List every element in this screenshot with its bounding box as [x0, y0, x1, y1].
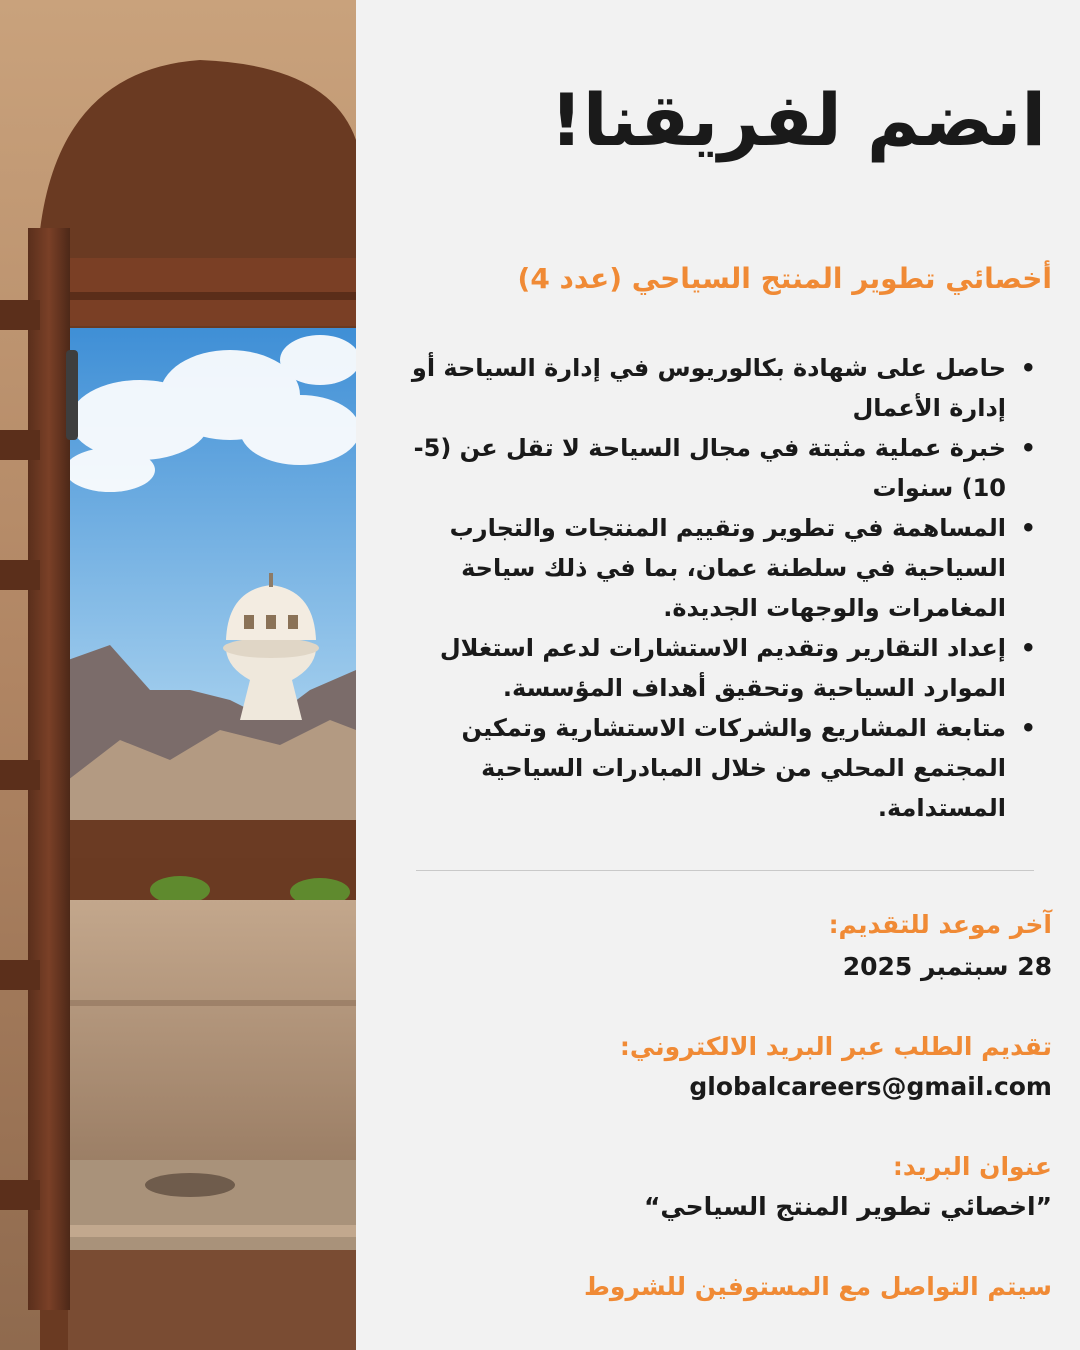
- job-ad-panel: [356, 0, 1080, 1350]
- list-item: • حاصل على شهادة بكالوريوس في إدارة السياحة أو إدارة الأعمال: [386, 348, 1006, 428]
- deadline-label: آخر موعد للتقديم:: [828, 910, 1052, 939]
- email-subject-value: ”اخصائي تطوير المنتج السياحي“: [643, 1192, 1052, 1221]
- apply-email-label: تقديم الطلب عبر البريد الالكتروني:: [619, 1032, 1052, 1061]
- contact-notice: سيتم التواصل مع المستوفين للشروط: [583, 1272, 1052, 1301]
- doorway-scene: [0, 0, 356, 1350]
- apply-email-link[interactable]: globalcareers@gmail.com: [689, 1072, 1052, 1101]
- job-title: أخصائي تطوير المنتج السياحي (عدد 4): [517, 262, 1052, 295]
- list-item: • المساهمة في تطوير وتقييم المنتجات والتجارب السياحية في سلطنة عمان، بما في ذلك سياحة المغامرات والوجهات الجديدة.: [386, 508, 1006, 628]
- divider: [416, 870, 1034, 871]
- list-item: • خبرة عملية مثبتة في مجال السياحة لا تقل عن (5-10) سنوات: [386, 428, 1006, 508]
- headline: انضم لفريقنا!: [550, 78, 1046, 162]
- email-subject-label: عنوان البريد:: [892, 1152, 1052, 1181]
- deadline-value: 28 سبتمبر 2025: [842, 952, 1052, 981]
- list-item: • متابعة المشاريع والشركات الاستشارية وتمكين المجتمع المحلي من خلال المبادرات السياحية المستدامة.: [386, 708, 1006, 828]
- requirements-list: [386, 348, 1032, 828]
- list-item: • إعداد التقارير وتقديم الاستشارات لدعم استغلال الموارد السياحية وتحقيق أهداف المؤسسة.: [386, 628, 1006, 708]
- hero-photo: [0, 0, 356, 1350]
